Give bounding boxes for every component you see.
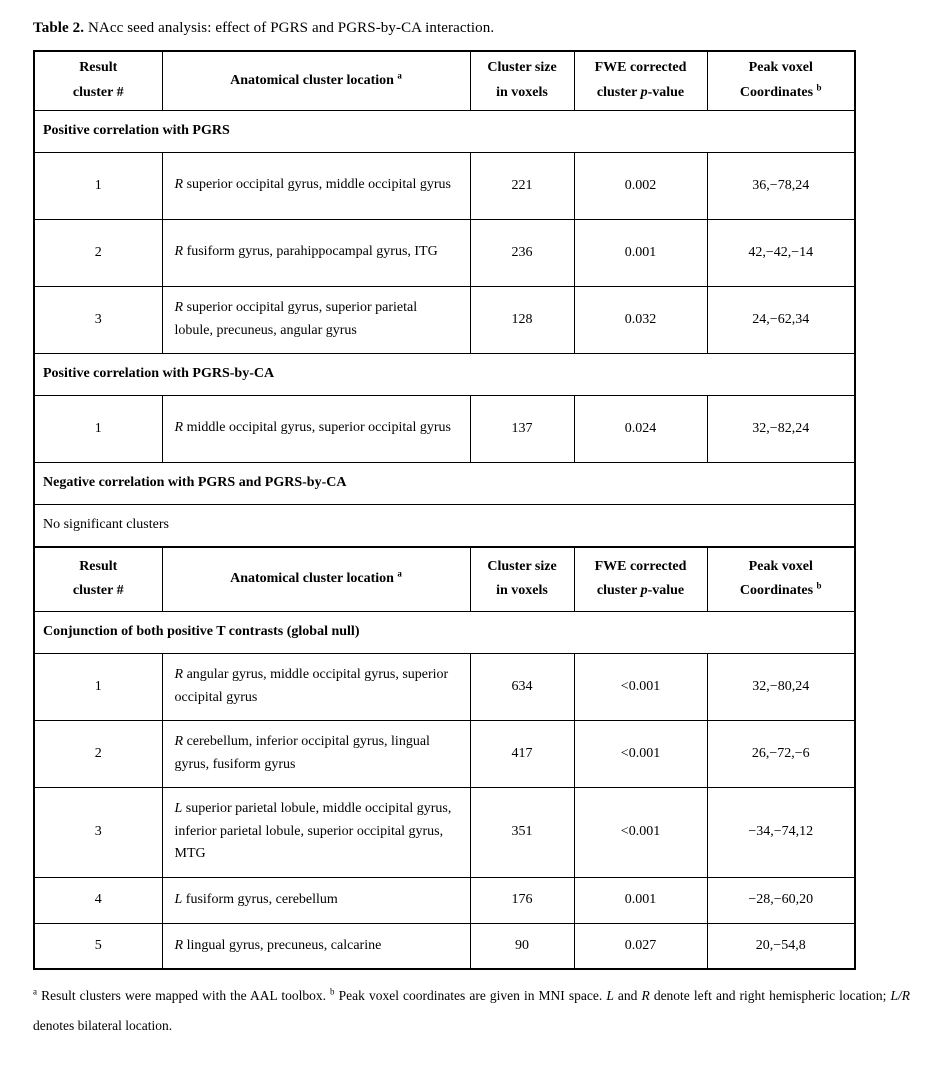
header-line: Peak voxel (748, 558, 813, 574)
result-cluster-cell: 1 (34, 395, 162, 462)
hemisphere-label: R (174, 420, 184, 436)
location-cell: L fusiform gyrus, cerebellum (162, 877, 470, 923)
data-row (34, 395, 855, 462)
section-header-row (34, 110, 855, 152)
footnote-marker-a: a (33, 986, 37, 997)
section-title: Positive correlation with PGRS (34, 110, 855, 152)
footnote-marker-b: b (330, 986, 335, 997)
col-header-cluster-size (470, 51, 574, 110)
p-value-cell: 0.001 (574, 219, 707, 286)
header-line: in voxels (496, 84, 548, 100)
header-line: Cluster size (487, 558, 557, 574)
result-cluster-cell: 1 (34, 152, 162, 219)
coordinates-cell: 26,−72,−6 (707, 720, 855, 787)
header-line: Result (79, 558, 118, 574)
coordinates-cell: −34,−74,12 (707, 787, 855, 877)
footnote: $^a$ Result clusters were mapped with the AAL toolbox. $^b$ Peak voxel coordinates are given in MNI space. L and R denote left and right hemispheric location; L/R denotes bilateral location. (33, 986, 910, 1034)
hemisphere-label: L (174, 891, 183, 907)
hemisphere-label: R (174, 244, 184, 260)
p-value-cell: 0.027 (574, 923, 707, 969)
header-line: Coordinates $^b$ (739, 580, 822, 599)
p-value-cell: 0.001 (574, 877, 707, 923)
no-clusters-note: No significant clusters (34, 504, 855, 547)
right-label: R (641, 988, 650, 1003)
location-cell: R angular gyrus, middle occipital gyrus, superior occipital gyrus (162, 653, 470, 720)
col-header-location (162, 51, 470, 110)
data-row (34, 923, 855, 969)
hemisphere-label: R (174, 734, 184, 750)
result-cluster-cell: 4 (34, 877, 162, 923)
result-cluster-cell: 1 (34, 653, 162, 720)
note-row (34, 504, 855, 547)
header-line: Coordinates $^b$ (739, 82, 822, 100)
hemisphere-label: R (174, 300, 184, 316)
data-row (34, 720, 855, 787)
p-value-cell: 0.024 (574, 395, 707, 462)
coordinates-cell: 24,−62,34 (707, 286, 855, 353)
hemisphere-label: R (174, 177, 184, 193)
cluster-size-cell: 236 (470, 219, 574, 286)
coordinates-cell: 32,−80,24 (707, 653, 855, 720)
location-cell: R lingual gyrus, precuneus, calcarine (162, 923, 470, 969)
header-line: Cluster size (487, 60, 557, 76)
p-value-cell: 0.032 (574, 286, 707, 353)
header-line: cluster # (72, 84, 124, 100)
left-label: L (606, 988, 614, 1003)
results-table (33, 50, 856, 970)
header-row-2 (34, 547, 855, 611)
col-header-result-cluster (34, 51, 162, 110)
coordinates-cell: 20,−54,8 (707, 923, 855, 969)
location-cell: R cerebellum, inferior occipital gyrus, lingual gyrus, fusiform gyrus (162, 720, 470, 787)
section-header-row (34, 611, 855, 653)
table-caption-text: NAcc seed analysis: effect of PGRS and PGRS-by-CA interaction. (84, 20, 495, 36)
header-row-1 (34, 51, 855, 110)
table-caption (33, 20, 940, 37)
col-header-result-cluster (34, 547, 162, 611)
coordinates-cell: −28,−60,20 (707, 877, 855, 923)
location-cell: R superior occipital gyrus, superior parietal lobule, precuneus, angular gyrus (162, 286, 470, 353)
footnote-marker-a: a (397, 568, 402, 579)
data-row (34, 787, 855, 877)
location-cell: R superior occipital gyrus, middle occipital gyrus (162, 152, 470, 219)
section-title: Negative correlation with PGRS and PGRS-by-CA (34, 462, 855, 504)
location-cell: R fusiform gyrus, parahippocampal gyrus, ITG (162, 219, 470, 286)
header-line: cluster p-value (596, 84, 685, 100)
cluster-size-cell: 417 (470, 720, 574, 787)
header-text: Anatomical cluster location (230, 571, 394, 586)
header-line: cluster # (72, 583, 124, 599)
data-row (34, 877, 855, 923)
header-line: in voxels (496, 583, 548, 599)
cluster-size-cell: 221 (470, 152, 574, 219)
data-row (34, 653, 855, 720)
col-header-coordinates (707, 547, 855, 611)
cluster-size-cell: 176 (470, 877, 574, 923)
coordinates-cell: 36,−78,24 (707, 152, 855, 219)
data-row (34, 219, 855, 286)
section-header-row (34, 353, 855, 395)
section-title: Positive correlation with PGRS-by-CA (34, 353, 855, 395)
p-value-cell: <0.001 (574, 653, 707, 720)
coordinates-cell: 42,−42,−14 (707, 219, 855, 286)
cluster-size-cell: 137 (470, 395, 574, 462)
footnote-marker-a: a (397, 69, 402, 80)
cluster-size-cell: 128 (470, 286, 574, 353)
footnote-marker-b: b (816, 82, 822, 93)
result-cluster-cell: 2 (34, 720, 162, 787)
result-cluster-cell: 5 (34, 923, 162, 969)
p-value-cell: <0.001 (574, 787, 707, 877)
col-header-p-value (574, 547, 707, 611)
footnote-marker-b: b (816, 580, 822, 591)
cluster-size-cell: 351 (470, 787, 574, 877)
section-title: Conjunction of both positive T contrasts (global null) (34, 611, 855, 653)
hemisphere-label: R (174, 667, 184, 683)
p-value-cell: <0.001 (574, 720, 707, 787)
col-header-cluster-size (470, 547, 574, 611)
hemisphere-label: L (174, 801, 183, 817)
result-cluster-cell: 3 (34, 787, 162, 877)
col-header-coordinates (707, 51, 855, 110)
col-header-location (162, 547, 470, 611)
col-header-p-value (574, 51, 707, 110)
section-header-row (34, 462, 855, 504)
p-value-cell: 0.002 (574, 152, 707, 219)
location-cell: L superior parietal lobule, middle occipital gyrus, inferior parietal lobule, superior occipital gyrus, MTG (162, 787, 470, 877)
header-line: Result (79, 60, 118, 76)
hemisphere-label: R (174, 937, 184, 953)
header-line: cluster p-value (596, 583, 685, 599)
header-line: Peak voxel (748, 60, 813, 76)
header-text: Anatomical cluster location (230, 72, 394, 88)
header-line: FWE corrected (594, 558, 687, 574)
cluster-size-cell: 634 (470, 653, 574, 720)
data-row (34, 286, 855, 353)
bilateral-label: L/R (890, 988, 910, 1003)
header-line: FWE corrected (594, 60, 687, 76)
result-cluster-cell: 3 (34, 286, 162, 353)
location-cell: R middle occipital gyrus, superior occipital gyrus (162, 395, 470, 462)
data-row (34, 152, 855, 219)
cluster-size-cell: 90 (470, 923, 574, 969)
coordinates-cell: 32,−82,24 (707, 395, 855, 462)
table-caption-label: Table 2. (33, 20, 85, 36)
result-cluster-cell: 2 (34, 219, 162, 286)
